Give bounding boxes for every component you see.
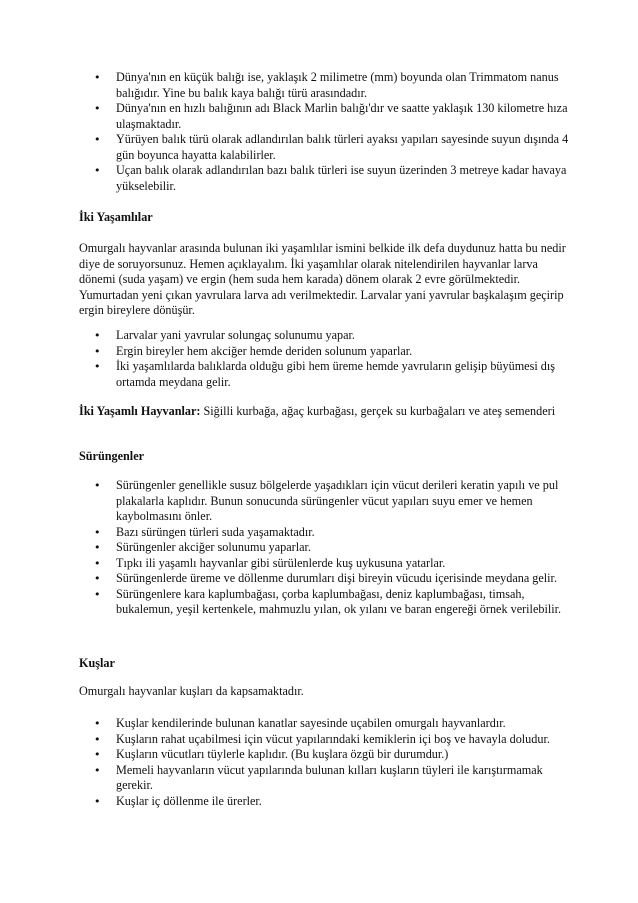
list-item: • Yürüyen balık türü olarak adlandırılan balık türleri ayaksı yapıları sayesinde suyun dışında 4 gün boyunca hayatta kalabilirler.: [79, 132, 569, 163]
list-item: • Kuşların vücutları tüylerle kaplıdır. (Bu kuşlara özgü bir durumdur.): [79, 747, 569, 763]
list-item: • Tıpkı ili yaşamlı hayvanlar gibi sürülenlerde kuş uykusuna yatarlar.: [79, 556, 569, 572]
list-item: • Dünya'nın en küçük balığı ise, yaklaşık 2 milimetre (mm) boyunda olan Trimmatom nanus balığıdır. Yine bu balık kaya balığı türü arasındadır.: [79, 70, 569, 101]
birds-paragraph: Omurgalı hayvanlar kuşları da kapsamaktadır.: [79, 684, 304, 698]
list-item: • Kuşlar kendilerinde bulunan kanatlar sayesinde uçabilen omurgalı hayvanlardır.: [79, 716, 569, 732]
list-item: • Sürüngenler genellikle susuz bölgelerde yaşadıkları için vücut derileri keratin yapılı ve pul plakalarla kaplıdır. Bunun sonucunda sürüngenler vücut yapıları suyu emer ve hemen kaybolmasını önler.: [79, 478, 569, 525]
fish-facts-list: [79, 70, 569, 194]
amphibians-paragraph: Omurgalı hayvanlar arasında bulunan iki yaşamlılar ismini belkide ilk defa duydunuz hatta bu nedir diye de soruyorsunuz. Hemen açıklayalım. İki yaşamlılar olarak nitelendirilen hayvanlar larva dönemi (suda yaşam) ve ergin (hem suda hem karada) dönem olarak 2 evre görülmektedir. Yumurtadan yeni çıkan yavrulara larva adı verilmektedir. Larvalar yani yavrular başkalaşım geçirip ergin bireylere dönüşür.: [79, 241, 566, 317]
reptiles-heading: Sürüngenler: [79, 449, 145, 463]
birds-heading: Kuşlar: [79, 656, 115, 670]
list-item: • Sürüngenlerde üreme ve döllenme durumları dişi bireyin vücudu içerisinde meydana gelir.: [79, 571, 569, 587]
amphibian-animals-line: [79, 404, 569, 420]
list-item: • Sürüngenlere kara kaplumbağası, çorba kaplumbağası, deniz kaplumbağası, timsah, bukalemun, yeşil kertenkele, mahmuzlu yılan, ok yılanı ve baran engereği örnek verilebilir.: [79, 587, 569, 618]
list-item: • Ergin bireyler hem akciğer hemde deriden solunum yaparlar.: [79, 344, 569, 360]
amphibians-list: [79, 328, 569, 390]
list-item: • Sürüngenler akciğer solunumu yaparlar.: [79, 540, 569, 556]
reptiles-list: [79, 478, 569, 618]
list-item: • Kuşların rahat uçabilmesi için vücut yapılarındaki kemiklerin içi boş ve havayla doludur.: [79, 732, 569, 748]
amphibian-animals-label: İki Yaşamlı Hayvanlar:: [79, 404, 201, 418]
list-item: • Memeli hayvanların vücut yapılarında bulunan kılları kuşların tüyleri ile karıştırmamak gerekir.: [79, 763, 569, 794]
list-item: • İki yaşamlılarda balıklarda olduğu gibi hem üreme hemde yavruların gelişip büyümesi dış ortamda meydana gelir.: [79, 359, 569, 390]
list-item: • Bazı sürüngen türleri suda yaşamaktadır.: [79, 525, 569, 541]
list-item: • Uçan balık olarak adlandırılan bazı balık türleri ise suyun üzerinden 3 metreye kadar havaya yükselebilir.: [79, 163, 569, 194]
list-item: • Dünya'nın en hızlı balığının adı Black Marlin balığı'dır ve saatte yaklaşık 130 kilometre hıza ulaşmaktadır.: [79, 101, 569, 132]
amphibian-animals-text: Siğilli kurbağa, ağaç kurbağası, gerçek su kurbağaları ve ateş semenderi: [200, 404, 556, 418]
list-item: • Kuşlar iç döllenme ile ürerler.: [79, 794, 569, 810]
amphibians-heading: İki Yaşamlılar: [79, 210, 153, 224]
birds-list: [79, 716, 569, 809]
list-item: • Larvalar yani yavrular solungaç solunumu yapar.: [79, 328, 569, 344]
